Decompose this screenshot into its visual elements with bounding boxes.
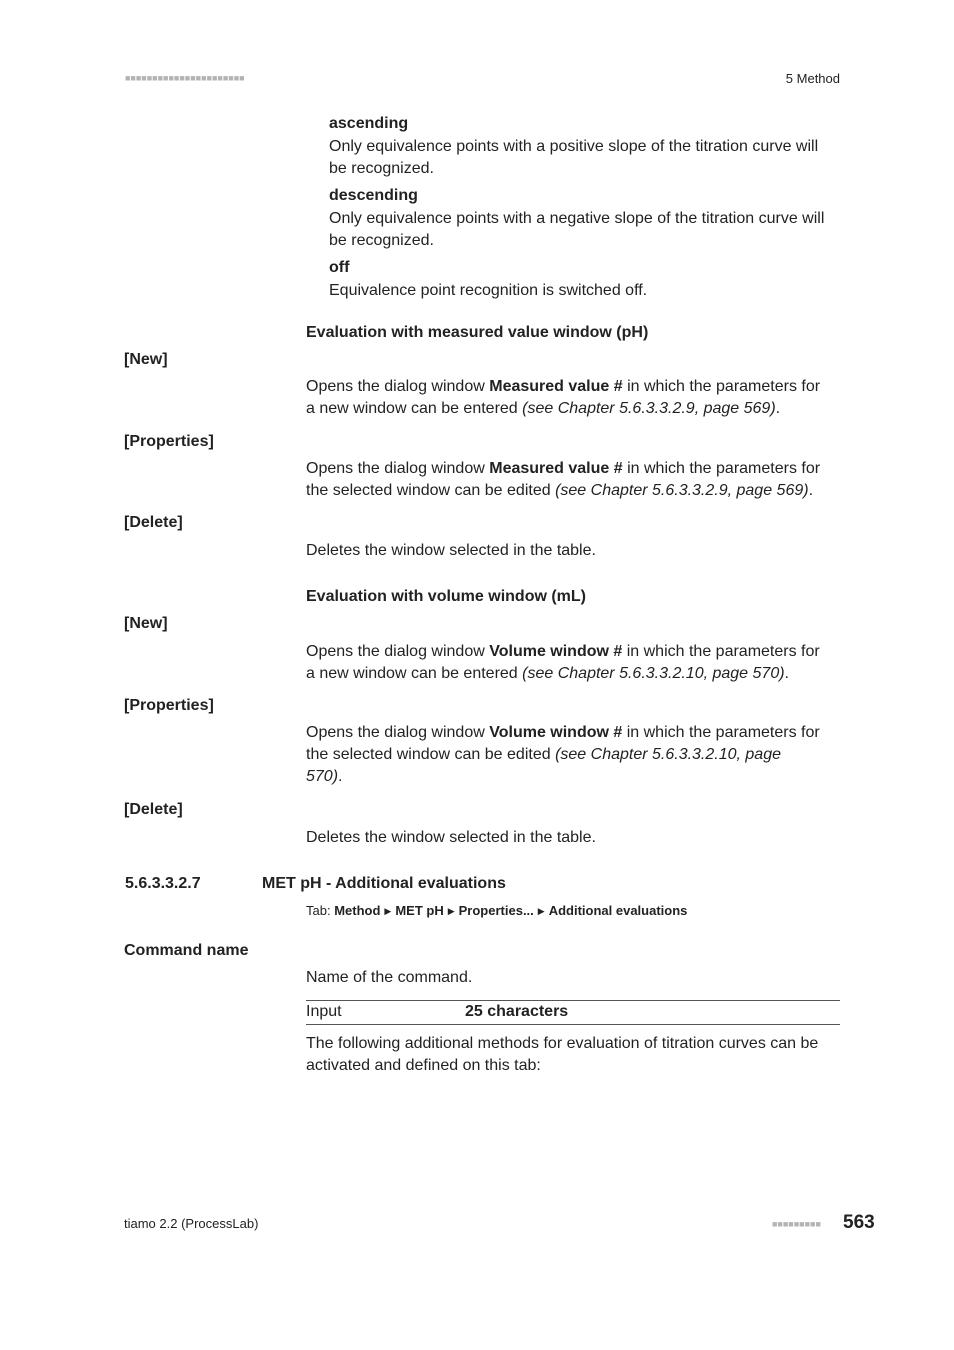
volume-delete-description: Deletes the window selected in the table. bbox=[306, 829, 596, 846]
text: in which the parameters for bbox=[622, 378, 821, 395]
breadcrumb-item: Method bbox=[334, 903, 381, 918]
cross-reference-link[interactable]: (see Chapter 5.6.3.3.2.9, page 569) bbox=[555, 482, 809, 499]
text: in which the parameters for bbox=[622, 724, 820, 741]
measured-new-description bbox=[306, 376, 846, 420]
command-name-description: Name of the command. bbox=[306, 969, 473, 986]
measured-window-heading: Evaluation with measured value window (pH) bbox=[306, 324, 649, 341]
footer-decoration: ■■■■■■■■■ bbox=[772, 1219, 821, 1229]
text: a new window can be entered bbox=[306, 665, 523, 682]
text: the selected window can be edited bbox=[306, 482, 556, 499]
command-name-label: Command name bbox=[124, 942, 249, 959]
cross-reference-link[interactable]: (see Chapter 5.6.3.3.2.10, page bbox=[555, 746, 781, 763]
tab-breadcrumb bbox=[306, 901, 687, 922]
breadcrumb-prefix: Tab: bbox=[306, 903, 335, 918]
text: . bbox=[775, 400, 781, 417]
measured-delete-description: Deletes the window selected in the table. bbox=[306, 542, 596, 559]
desc-line: Only equivalence points with a negative slope of the titration curve will bbox=[329, 210, 825, 227]
option-desc-descending bbox=[329, 208, 844, 252]
input-parameter-table bbox=[306, 1000, 840, 1025]
text: . bbox=[808, 482, 814, 499]
measured-properties-description bbox=[306, 458, 846, 502]
volume-delete-button-label: [Delete] bbox=[124, 801, 183, 818]
section-number: 5.6.3.3.2.7 bbox=[125, 875, 201, 892]
breadcrumb-item: MET pH bbox=[395, 903, 444, 918]
volume-properties-button-label: [Properties] bbox=[124, 697, 214, 714]
dialog-name: Measured value # bbox=[489, 378, 623, 395]
volume-new-button-label: [New] bbox=[124, 615, 168, 632]
text: Opens the dialog window bbox=[306, 378, 490, 395]
breadcrumb-item: Properties... bbox=[458, 903, 534, 918]
text: Opens the dialog window bbox=[306, 724, 490, 741]
desc-line: Only equivalence points with a positive slope of the titration curve will bbox=[329, 138, 819, 155]
dialog-name: Volume window # bbox=[489, 643, 623, 660]
text: in which the parameters for bbox=[622, 643, 820, 660]
desc-line: be recognized. bbox=[329, 232, 434, 249]
text: the selected window can be edited bbox=[306, 746, 556, 763]
volume-properties-description bbox=[306, 722, 846, 788]
text: Opens the dialog window bbox=[306, 460, 490, 477]
measured-new-button-label: [New] bbox=[124, 351, 168, 368]
paragraph-line: activated and defined on this tab: bbox=[306, 1057, 541, 1074]
option-term-ascending: ascending bbox=[329, 115, 409, 132]
desc-line: be recognized. bbox=[329, 160, 434, 177]
cross-reference-link[interactable]: (see Chapter 5.6.3.3.2.10, page 570) bbox=[522, 665, 785, 682]
text: . bbox=[338, 768, 343, 785]
dialog-name: Measured value # bbox=[489, 460, 623, 477]
text: in which the parameters for bbox=[622, 460, 821, 477]
option-term-off: off bbox=[329, 259, 350, 276]
dialog-name: Volume window # bbox=[489, 724, 623, 741]
cross-reference-link[interactable]: 570) bbox=[306, 768, 339, 785]
breadcrumb-arrow-icon: ▶ bbox=[447, 906, 455, 916]
closing-paragraph bbox=[306, 1033, 846, 1077]
running-header-chapter: 5 Method bbox=[785, 71, 840, 86]
breadcrumb-arrow-icon: ▶ bbox=[384, 906, 392, 916]
footer-product: tiamo 2.2 (ProcessLab) bbox=[124, 1216, 259, 1231]
measured-properties-button-label: [Properties] bbox=[124, 433, 214, 450]
option-desc-off: Equivalence point recognition is switched off. bbox=[329, 282, 648, 299]
measured-delete-button-label: [Delete] bbox=[124, 514, 183, 531]
text: Opens the dialog window bbox=[306, 643, 490, 660]
breadcrumb-item: Additional evaluations bbox=[548, 903, 688, 918]
header-decoration: ■■■■■■■■■■■■■■■■■■■■■■ bbox=[125, 73, 245, 83]
page-number: 563 bbox=[843, 1212, 875, 1233]
option-term-descending: descending bbox=[329, 187, 418, 204]
text: a new window can be entered bbox=[306, 400, 523, 417]
table-key: Input bbox=[306, 1003, 342, 1020]
breadcrumb-arrow-icon: ▶ bbox=[537, 906, 545, 916]
paragraph-line: The following additional methods for evaluation of titration curves can be bbox=[306, 1035, 819, 1052]
text: . bbox=[784, 665, 789, 682]
cross-reference-link[interactable]: (see Chapter 5.6.3.3.2.9, page 569) bbox=[522, 400, 776, 417]
volume-window-heading: Evaluation with volume window (mL) bbox=[306, 588, 587, 605]
table-value: 25 characters bbox=[465, 1003, 569, 1020]
option-desc-ascending bbox=[329, 136, 844, 180]
section-title: MET pH - Additional evaluations bbox=[262, 875, 506, 892]
volume-new-description bbox=[306, 641, 846, 685]
